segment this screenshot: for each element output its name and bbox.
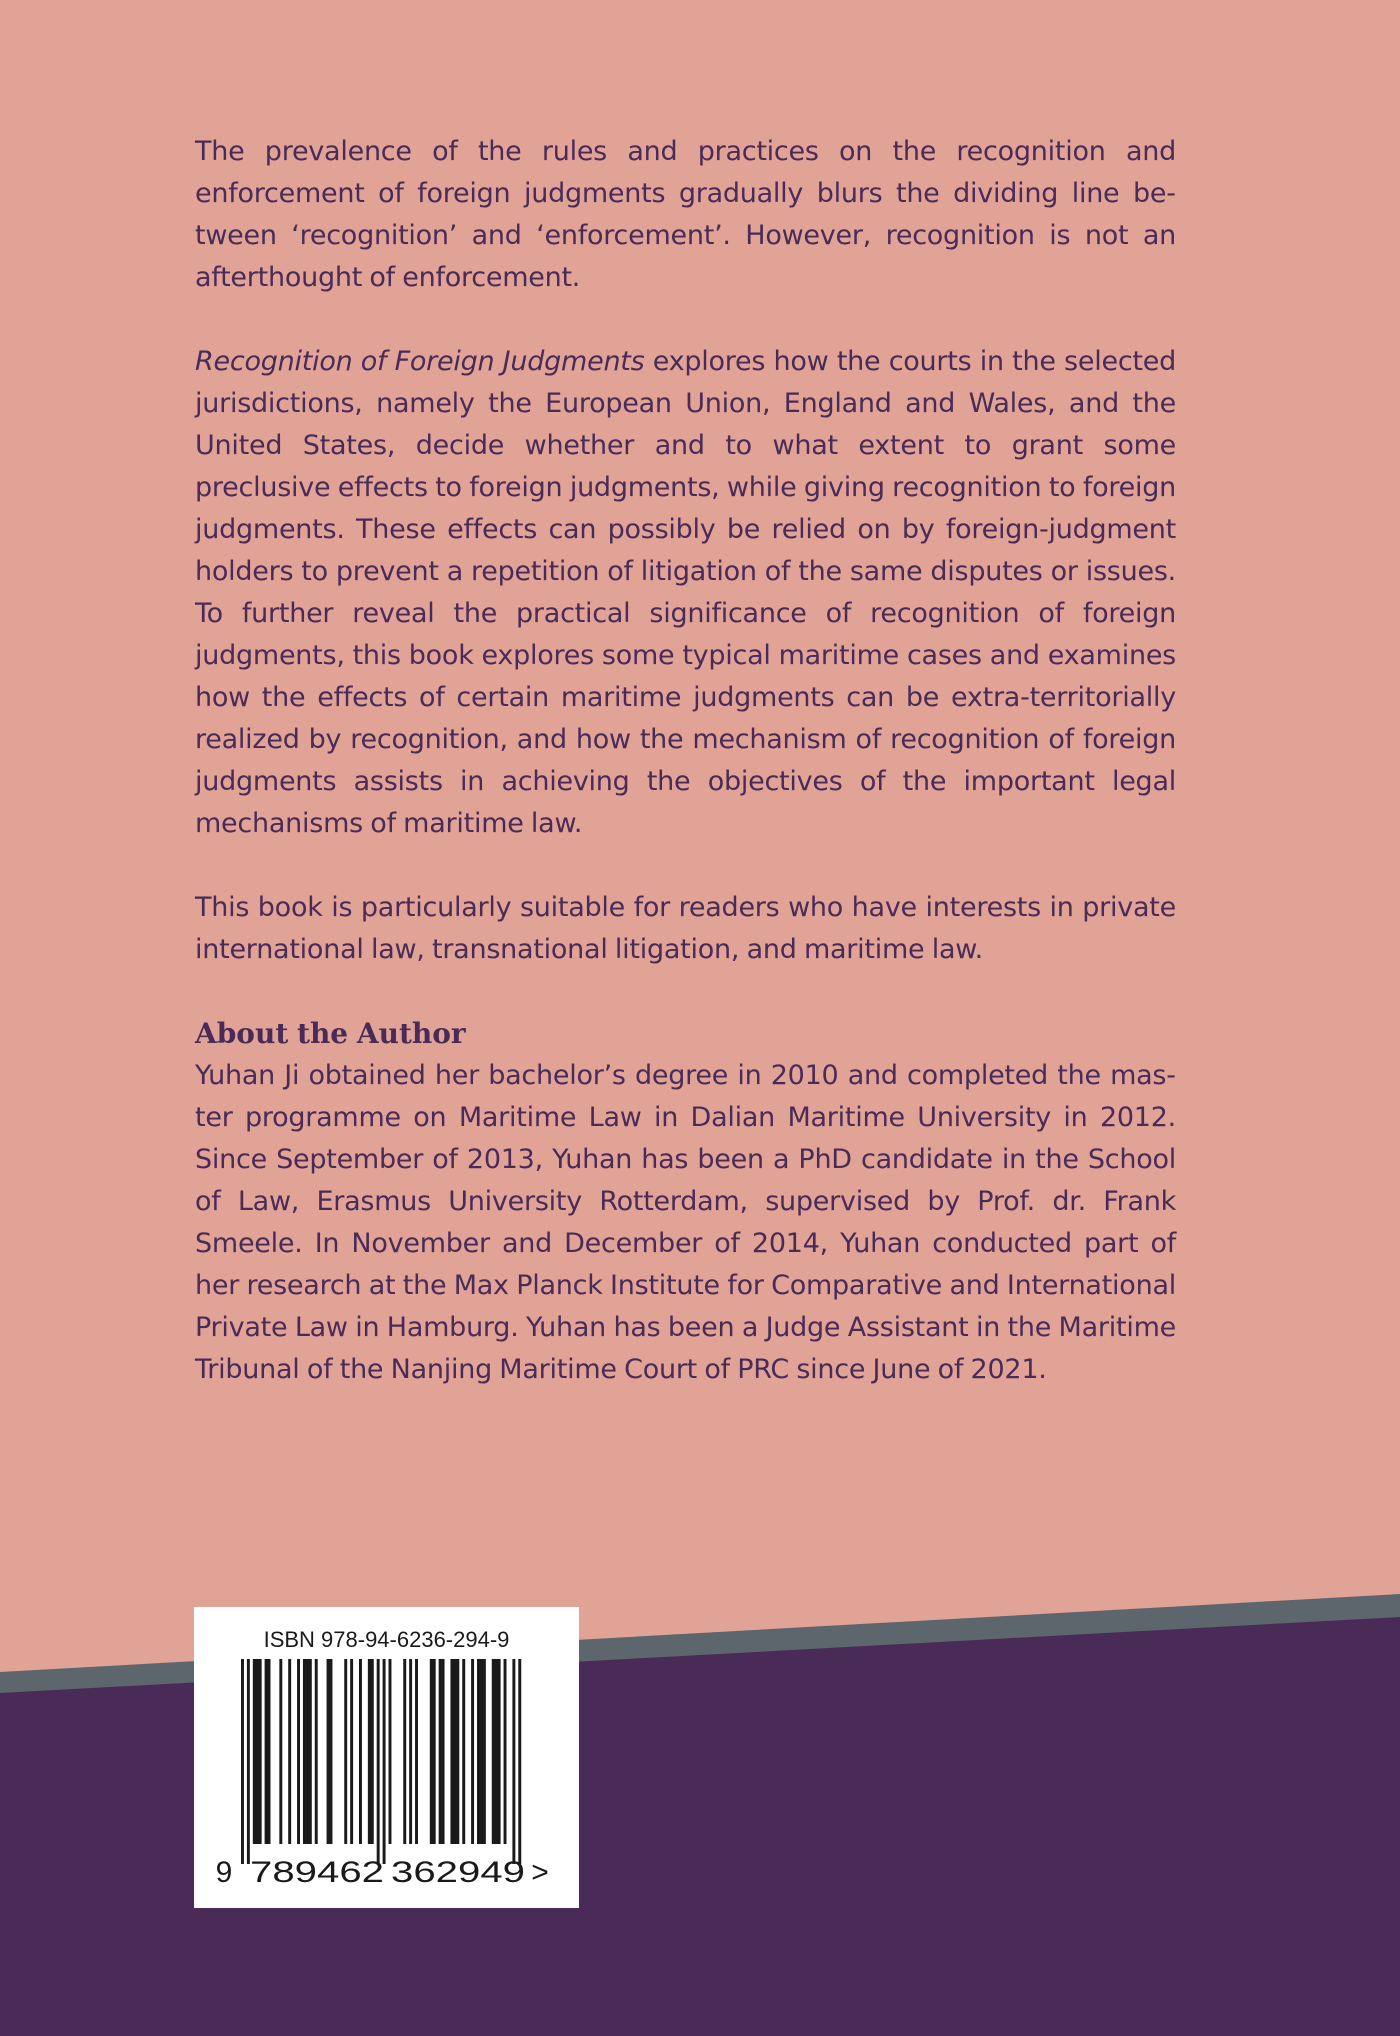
barcode-left-digits: 789462 xyxy=(250,1856,384,1889)
barcode-bar xyxy=(504,1659,507,1844)
book-title-italic: Recognition of Foreign Judgments xyxy=(195,346,645,377)
barcode-bar xyxy=(389,1659,392,1844)
blurb-paragraph-3: This book is particularly suitable for readers who have interests in private international law, transnational litigation, and maritime law. xyxy=(195,892,1176,965)
barcode-bar xyxy=(297,1659,300,1844)
barcode-bar xyxy=(368,1659,374,1844)
barcode-bar xyxy=(439,1659,445,1844)
barcode-bar xyxy=(477,1659,486,1844)
barcode-bar xyxy=(241,1659,244,1864)
barcode-bar xyxy=(462,1659,465,1844)
barcode-bar xyxy=(512,1659,515,1864)
barcode-bar xyxy=(253,1659,262,1844)
barcode-bar xyxy=(279,1659,282,1844)
blurb-paragraph-2-text: explores how the courts in the selected jurisdictions, namely the European Union, England and Wales, and the United States, decide whether and to what extent to grant some preclusive effects to foreign judgments, while giving recognition to foreign judgments. These effects can possibly be relied on by foreign-judgment holders to prevent a repetition of litigation of the same disputes or issues. To further reveal the practical significance of recognition of foreign judgments, this book explores some typical maritime cases and examines how the effects of certain maritime judgments can be extra-territorially realized by recognition, and how the mechanism of recognition of foreign judgments assists in achieving the objectives of the important legal mechanisms of maritime law. xyxy=(195,346,1177,839)
author-bio: Yuhan Ji obtained her bachelor’s degree in 2010 and completed the master programme on Maritime Law in Dalian Maritime University in 2012. Since September of 2013, Yuhan has been a PhD candidate in the School of Law, Erasmus University Rotterdam, supervised by Prof. dr. Frank Smeele. In November and December of 2014, Yuhan conducted part of her research at the Max Planck Institute for Comparative and International Private Law in Hamburg. Yuhan has been a Judge Assistant in the Maritime Tribunal of the Nanjing Maritime Court of PRC since June of 2021. xyxy=(195,1060,1176,1385)
barcode-bar xyxy=(450,1659,459,1844)
barcode-bar xyxy=(350,1659,353,1844)
blurb-paragraph-1: The prevalence of the rules and practices on the recognition and enforcement of foreign judgments gradually blurs the dividing line between ‘recognition’ and ‘enforcement’. However, recognition is not an afterthought of enforcement. xyxy=(195,136,1176,293)
barcode-box xyxy=(194,1607,579,1908)
barcode-bar xyxy=(383,1659,386,1864)
barcode-bar xyxy=(415,1659,418,1844)
isbn-label: ISBN 978-94-6236-294-9 xyxy=(263,1627,510,1652)
barcode-bar xyxy=(247,1659,250,1864)
barcode-bar xyxy=(344,1659,347,1844)
barcode-quiet-mark: > xyxy=(531,1856,549,1889)
barcode-bar xyxy=(430,1659,436,1844)
barcode-bar xyxy=(377,1659,380,1864)
barcode-bars xyxy=(241,1659,521,1864)
barcode-bar xyxy=(303,1659,312,1844)
barcode-lead-digit: 9 xyxy=(215,1856,233,1889)
barcode-bar xyxy=(327,1659,333,1844)
barcode-bar xyxy=(492,1659,501,1844)
barcode-bar xyxy=(471,1659,474,1844)
blurb xyxy=(195,131,1176,1391)
barcode-bar xyxy=(403,1659,406,1844)
blurb-paragraph-2 xyxy=(195,341,1176,845)
about-author-heading: About the Author xyxy=(195,1017,466,1050)
barcode-bar xyxy=(315,1659,318,1844)
barcode-bar xyxy=(409,1659,412,1844)
barcode-bar xyxy=(265,1659,271,1844)
barcode-bar xyxy=(518,1659,521,1864)
barcode-graphic xyxy=(194,1607,579,1908)
barcode-bar xyxy=(359,1659,362,1844)
barcode-right-digits: 362949 xyxy=(391,1856,525,1889)
barcode-bar xyxy=(288,1659,291,1844)
